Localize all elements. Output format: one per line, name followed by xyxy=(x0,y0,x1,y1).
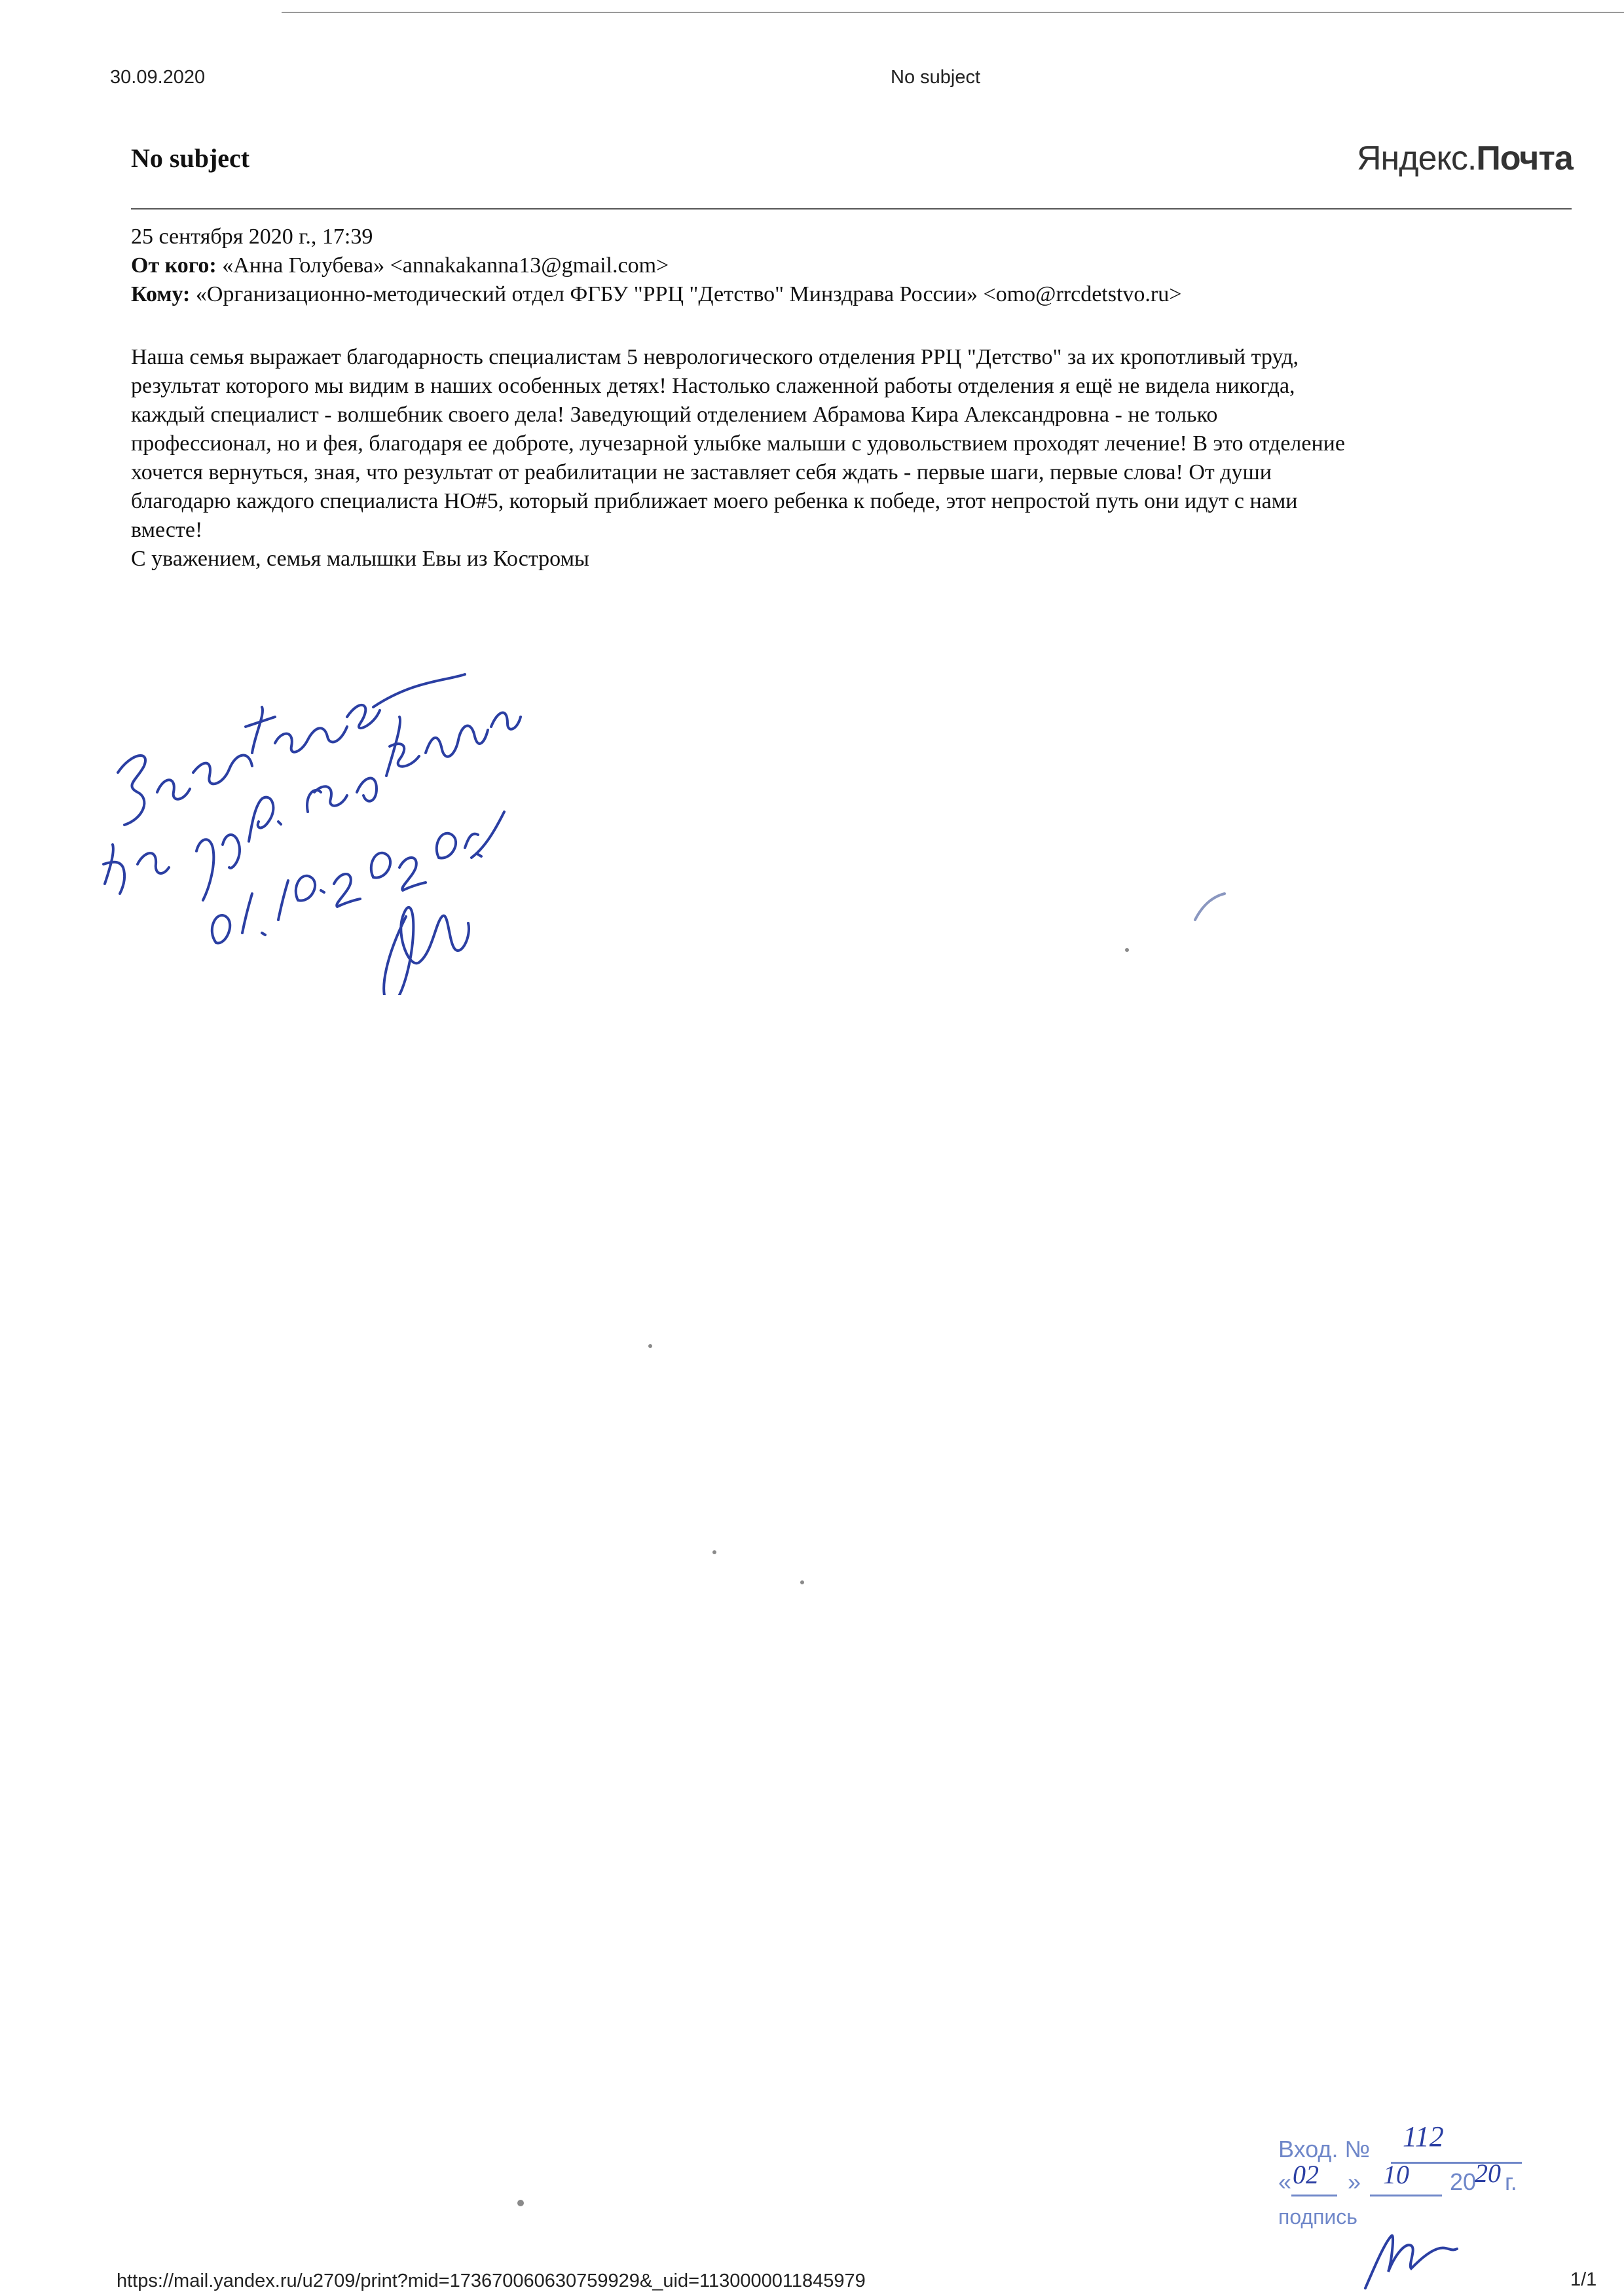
mail-from xyxy=(131,251,1572,280)
stamp-quote-close: » xyxy=(1348,2168,1361,2195)
yandex-mail-logo: Яндекс.Почта xyxy=(1357,139,1573,177)
stamp-sign-label: подпись xyxy=(1278,2205,1357,2229)
stamp-number: 112 xyxy=(1403,2121,1444,2153)
print-date: 30.09.2020 xyxy=(110,67,206,88)
body-line: Наша семья выражает благодарность специалистам 5 неврологического отделения РРЦ "Детство" за их кропотливый труд, xyxy=(131,345,1299,369)
body-line: профессионал, но и фея, благодаря ее доброте, лучезарной улыбке малыши с удовольствием проходят лечение! В это отделение xyxy=(131,431,1345,456)
stamp-year-prefix: 20 xyxy=(1450,2168,1477,2195)
scan-speck xyxy=(712,1550,716,1554)
body-line: результат которого мы видим в наших особенных детях! Настолько слаженной работы отделения я ещё не видела никогда, xyxy=(131,374,1295,398)
mail-title: No subject xyxy=(131,143,250,173)
page-number: 1/1 xyxy=(1570,2269,1597,2290)
stamp-quote-open: « xyxy=(1278,2168,1292,2195)
to-value: «Организационно-методический отдел ФГБУ "РРЦ "Детство" Минздрава России» <omo@rrcdetstvo.ru> xyxy=(195,282,1182,306)
stamp-signature-drawing xyxy=(1359,2226,1464,2291)
stamp-day: 02 xyxy=(1293,2160,1319,2189)
from-label: От кого: xyxy=(131,253,217,278)
body-line: вместе! xyxy=(131,518,203,542)
scan-edge-line xyxy=(282,12,1624,13)
body-line: каждый специалист - волшебник своего дела! Заведующий отделением Абрамова Кира Александровна - не только xyxy=(131,403,1218,427)
stamp-number-underline xyxy=(1391,2162,1522,2164)
print-url: https://mail.yandex.ru/u2709/print?mid=173670060630759929&_uid=1130000011845979 xyxy=(117,2270,866,2291)
mail-body xyxy=(131,343,1591,574)
print-subject: No subject xyxy=(891,67,981,88)
header-divider xyxy=(131,208,1572,210)
stamp-month-underline xyxy=(1370,2195,1442,2196)
to-label: Кому: xyxy=(131,282,191,306)
stamp-in-label: Вход. № xyxy=(1278,2136,1371,2162)
mail-datetime: 25 сентября 2020 г., 17:39 xyxy=(131,225,373,249)
from-value: «Анна Голубева» <annakakanna13@gmail.com> xyxy=(222,253,669,278)
stamp-year-suffix: 20 xyxy=(1475,2159,1501,2188)
logo-part-yandex: Яндекс xyxy=(1357,139,1467,177)
body-line: благодарю каждого специалиста НО#5, который приближает моего ребенка к победе, этот непростой путь они идут с нами xyxy=(131,489,1298,513)
stamp-year-end: г. xyxy=(1505,2168,1517,2195)
stamp-day-underline xyxy=(1291,2195,1337,2196)
body-line: С уважением, семья малышки Евы из Костромы xyxy=(131,547,589,571)
handwritten-note-drawing xyxy=(98,576,570,995)
scan-speck xyxy=(517,2200,524,2206)
scan-speck xyxy=(800,1580,804,1584)
mail-to xyxy=(131,280,1572,309)
body-line: хочется вернуться, зная, что результат от реабилитации не заставляет себя ждать - первые шаги, первые слова! От души xyxy=(131,460,1272,484)
logo-part-pochta: Почта xyxy=(1476,139,1573,177)
stray-pen-mark xyxy=(1192,887,1231,926)
stamp-month: 10 xyxy=(1383,2160,1409,2189)
scan-speck xyxy=(648,1344,652,1348)
mail-meta xyxy=(131,223,1572,309)
scan-speck xyxy=(1125,948,1129,952)
